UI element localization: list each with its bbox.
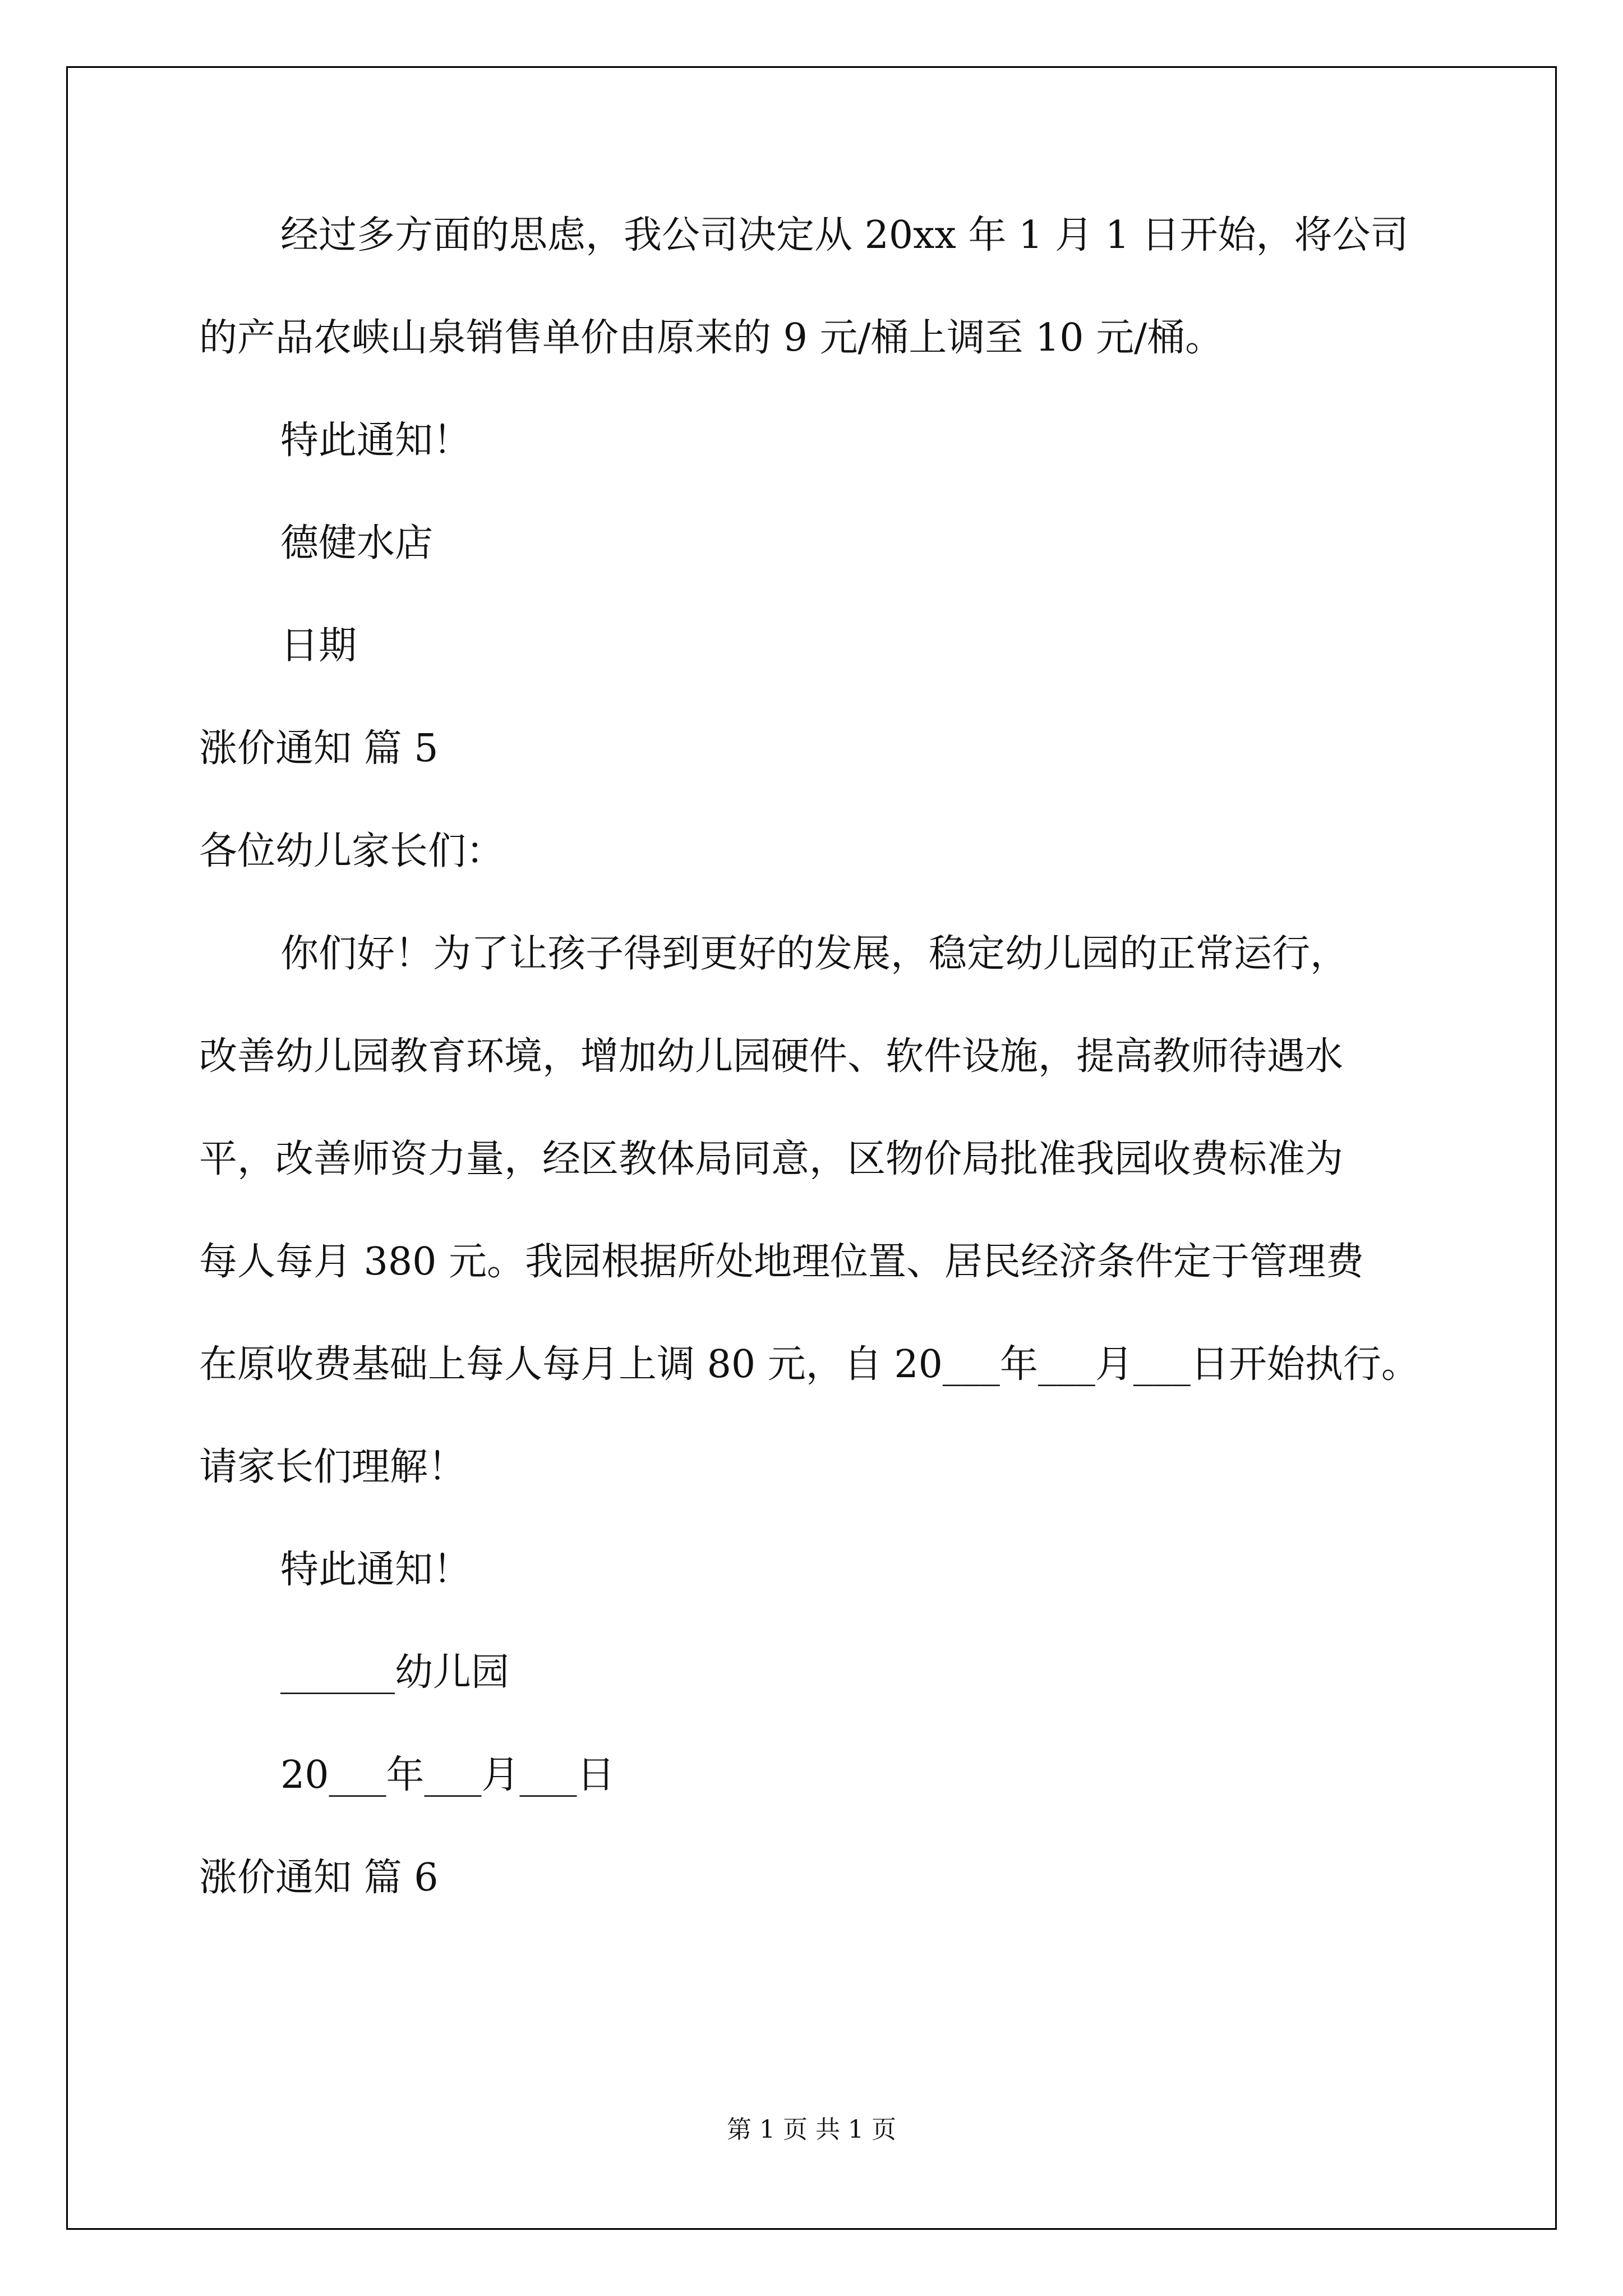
paragraph-line: 改善幼儿园教育环境，增加幼儿园硬件、软件设施，提高教师待遇水 [199, 1034, 1344, 1079]
paragraph-line: 平，改善师资力量，经区教体局同意，区物价局批准我园收费标准为 [199, 1137, 1344, 1181]
paragraph-line: 每人每月 380 元。我园根据所处地理位置、居民经济条件定于管理费 [199, 1240, 1364, 1284]
date-label: 日期 [280, 624, 357, 668]
paragraph-line: 请家长们理解！ [199, 1445, 467, 1489]
signature-kindergarten: ______幼儿园 [280, 1650, 510, 1695]
page-footer: 第 1 页 共 1 页 [727, 2115, 896, 2144]
section-heading: 涨价通知 篇 5 [199, 726, 439, 771]
section-heading: 涨价通知 篇 6 [199, 1856, 439, 1900]
paragraph-line: 在原收费基础上每人每月上调 80 元，自 20___年___月___日开始执行。 [199, 1342, 1419, 1387]
paragraph-line: 经过多方面的思虑，我公司决定从 20xx 年 1 月 1 日开始，将公司 [280, 213, 1409, 257]
notice-closing: 特此通知！ [280, 418, 472, 463]
salutation: 各位幼儿家长们： [199, 829, 505, 873]
paragraph-line: 的产品农峡山泉销售单价由原来的 9 元/桶上调至 10 元/桶。 [199, 316, 1224, 360]
date-line: 20___年___月___日 [280, 1753, 615, 1797]
paragraph-line: 你们好！为了让孩子得到更好的发展，稳定幼儿园的正常运行， [280, 932, 1349, 976]
notice-closing: 特此通知！ [280, 1548, 472, 1592]
signature-store-name: 德健水店 [280, 521, 434, 565]
